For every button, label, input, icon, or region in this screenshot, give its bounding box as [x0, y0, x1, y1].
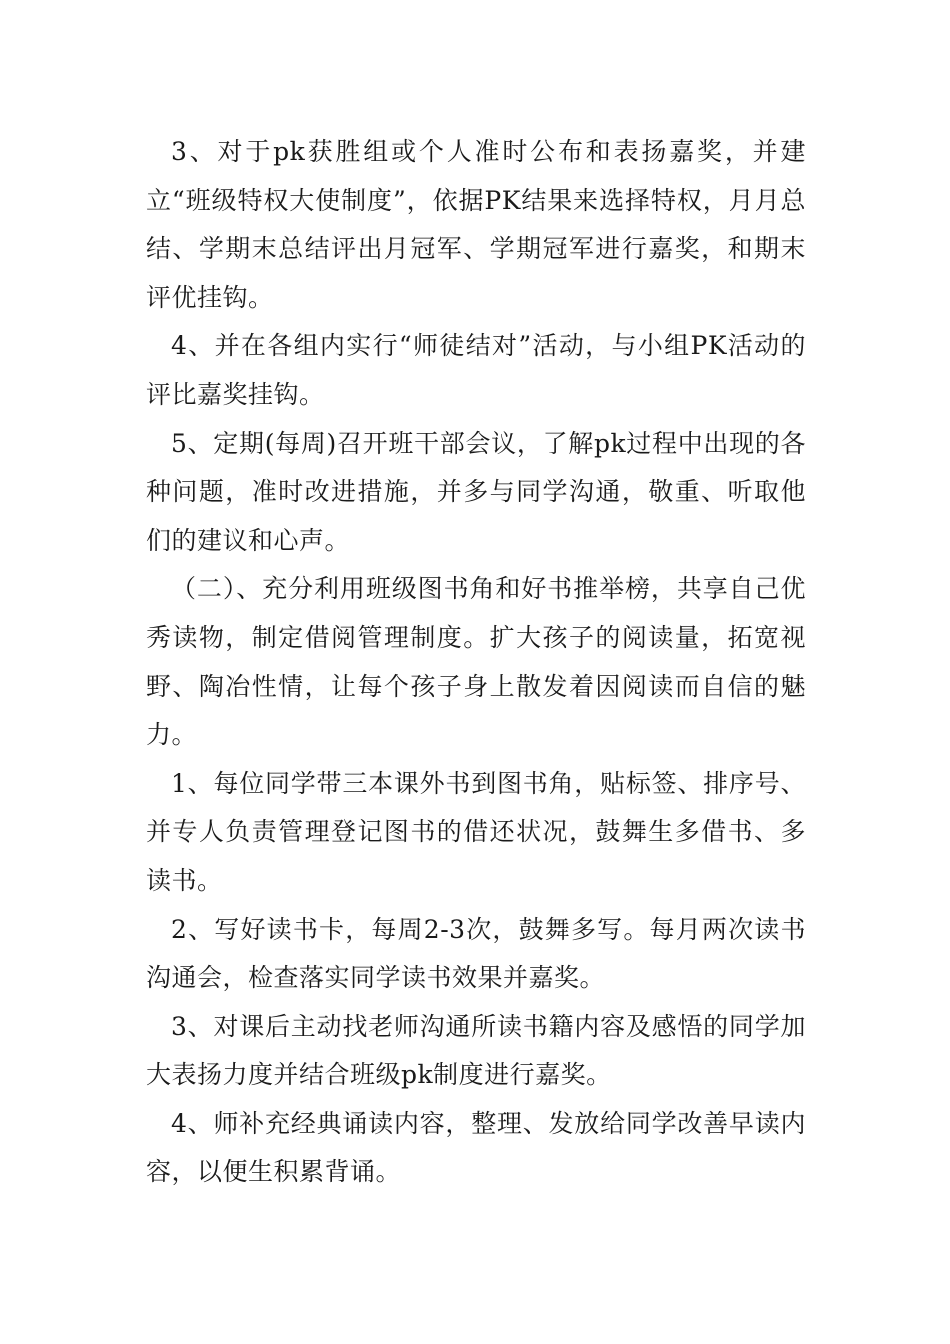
paragraph-book-corner: （二）、充分利用班级图书角和好书推举榜，共享自己优秀读物，制定借阅管理制度。扩大孩子的阅读量，拓宽视野、陶冶性情，让每个孩子身上散发着因阅读而自信的魅力。 [146, 574, 806, 750]
paragraph-praise-sharing: 3、对课后主动找老师沟通所读书籍内容及感悟的同学加大表扬力度并结合班级pk制度进行嘉奖。 [146, 1011, 806, 1090]
paragraph-reading-cards: 2、写好读书卡，每周2-3次，鼓舞多写。每月两次读书沟通会，检查落实同学读书效果并嘉奖。 [146, 914, 806, 993]
document-body [146, 128, 806, 1197]
paragraph-bring-books: 1、每位同学带三本课外书到图书角，贴标签、排序号、并专人负责管理登记图书的借还状况，鼓舞生多借书、多读书。 [146, 768, 806, 895]
paragraph-pk-reward: 3、对于pk获胜组或个人准时公布和表扬嘉奖，并建立“班级特权大使制度”，依据PK结果来选择特权，月月总结、学期末总结评出月冠军、学期冠军进行嘉奖，和期末评优挂钩。 [146, 137, 806, 312]
paragraph-classic-reading: 4、师补充经典诵读内容，整理、发放给同学改善早读内容，以便生积累背诵。 [146, 1108, 806, 1187]
paragraph-class-meeting: 5、定期(每周)召开班干部会议，了解pk过程中出现的各种问题，准时改进措施，并多与同学沟通，敬重、听取他们的建议和心声。 [146, 428, 806, 555]
paragraph-mentor-pairing: 4、并在各组内实行“师徒结对”活动，与小组PK活动的评比嘉奖挂钩。 [146, 331, 806, 409]
